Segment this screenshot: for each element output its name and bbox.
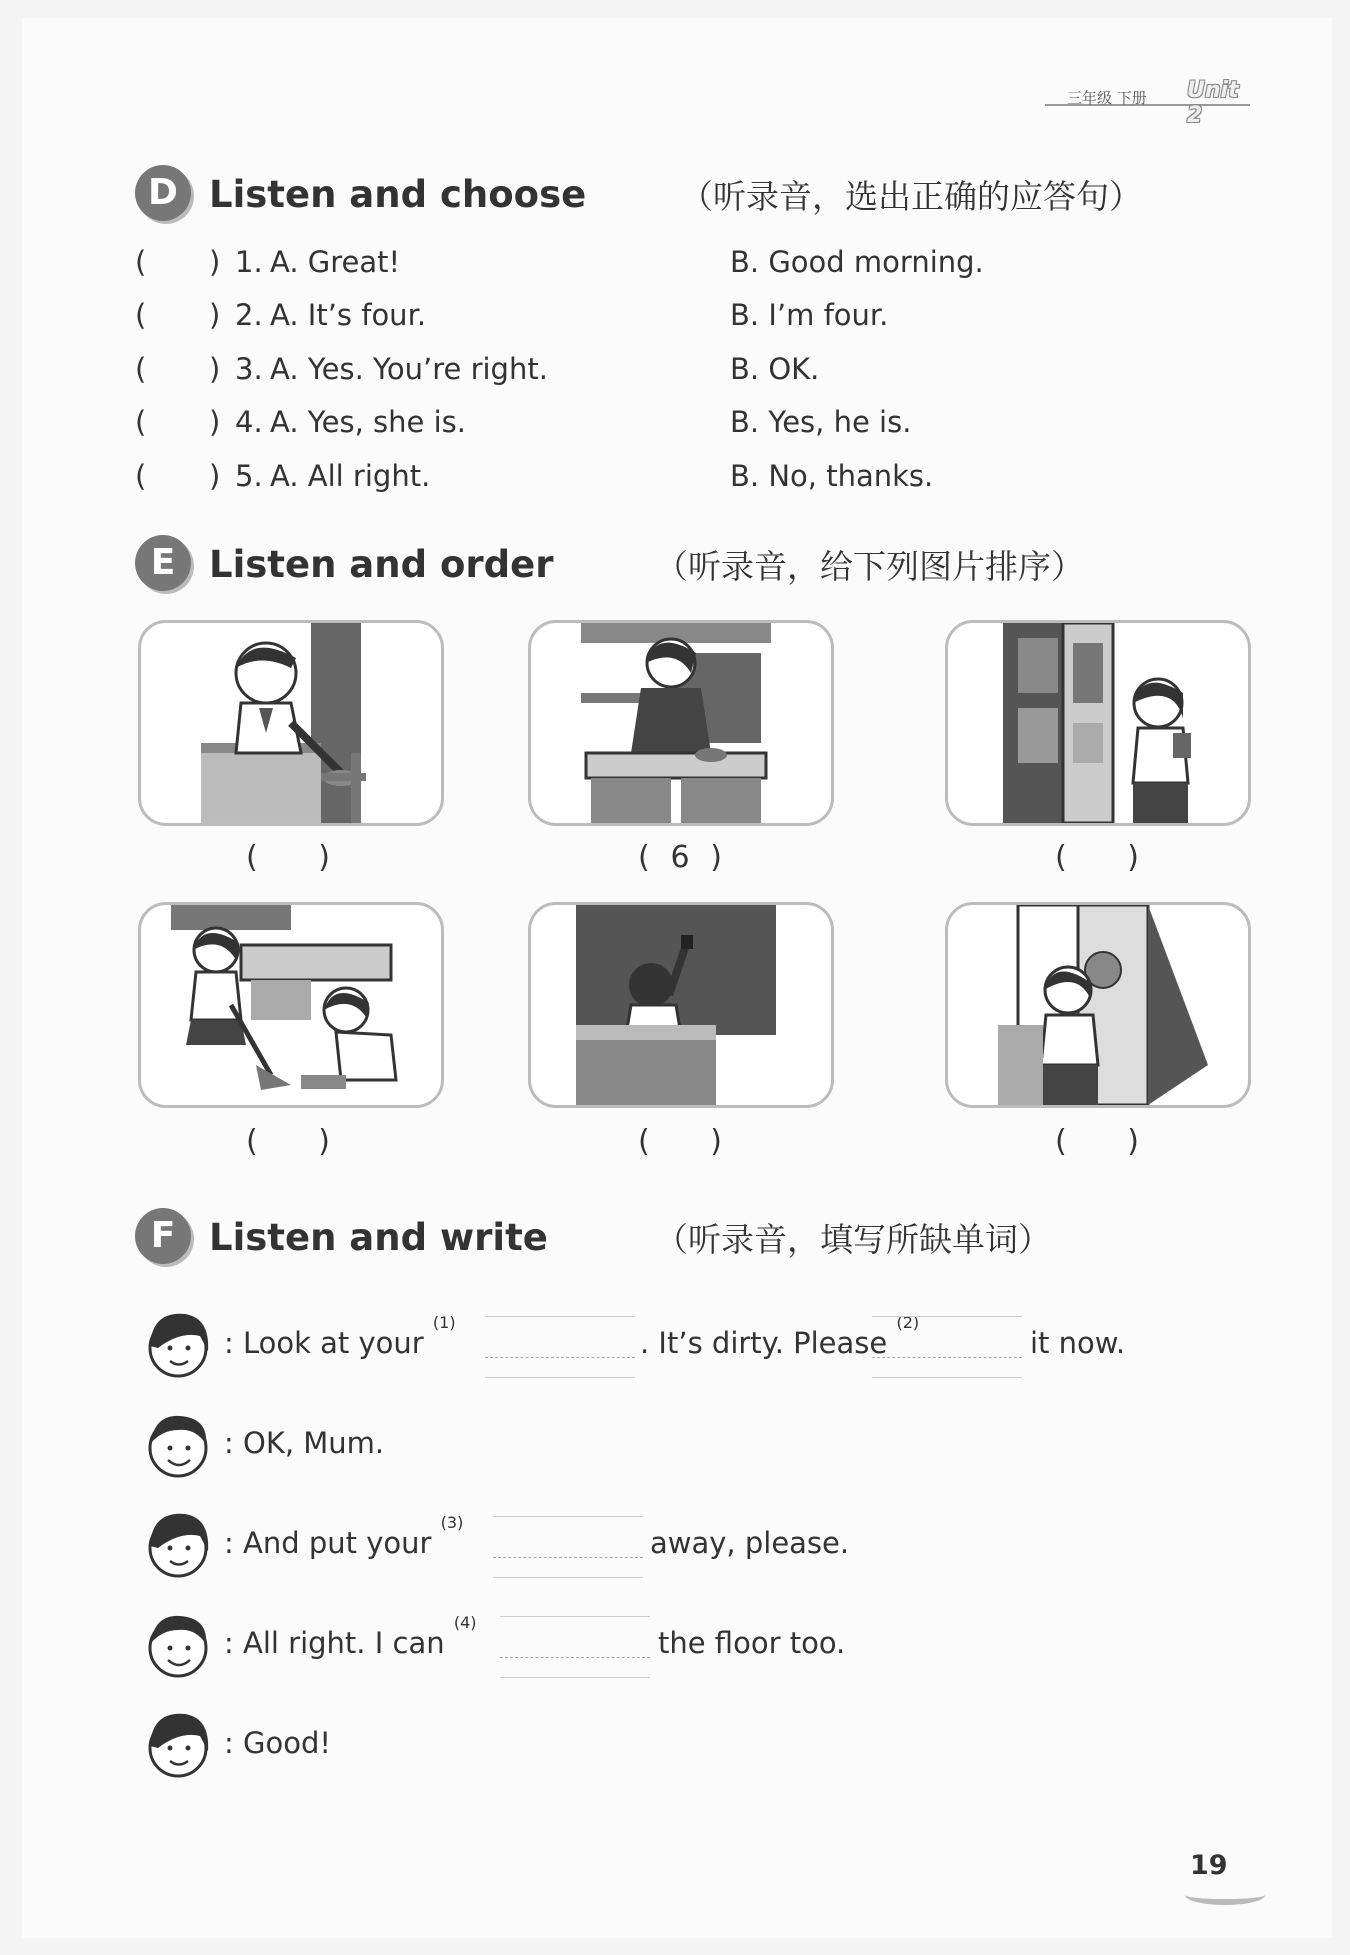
dialogue-line-3 xyxy=(140,1506,1290,1586)
dialogue-line-1 xyxy=(140,1306,1290,1386)
question-2 xyxy=(135,298,1135,338)
picture-girl-cleaning-desk xyxy=(528,620,834,826)
dialogue-text: it now. xyxy=(1030,1326,1126,1360)
option-a: A. Great! xyxy=(270,245,401,279)
dialogue-line-5 xyxy=(140,1706,1290,1786)
paren-left: ( xyxy=(1055,1124,1067,1159)
answer-paren-right[interactable]: ) xyxy=(209,459,221,493)
unit-label: Unit 2 xyxy=(1187,78,1239,128)
question-1 xyxy=(135,245,1135,285)
answer-paren-left: ( xyxy=(135,352,147,386)
option-b: B. I’m four. xyxy=(730,298,889,332)
mum-face-icon xyxy=(140,1506,216,1582)
dialogue-line-2 xyxy=(140,1406,1290,1486)
section-f-badge: F xyxy=(135,1208,191,1264)
page-number-decoration xyxy=(1185,1885,1265,1905)
section-f-heading xyxy=(135,1208,1135,1268)
paren-left: ( xyxy=(246,840,258,875)
picture-kids-sweeping-floor xyxy=(138,902,444,1108)
dialogue-text: : Good! xyxy=(224,1726,331,1760)
option-a: A. It’s four. xyxy=(270,298,427,332)
paren-right: ) xyxy=(710,840,722,875)
page-number: 19 xyxy=(1190,1850,1228,1881)
order-answer-3[interactable] xyxy=(1027,840,1167,880)
order-answer-4[interactable] xyxy=(218,1124,358,1164)
answer-paren-right[interactable]: ) xyxy=(209,245,221,279)
blank-2-input[interactable] xyxy=(872,1316,1022,1378)
picture-boy-cleaning-chair xyxy=(138,620,444,826)
dialogue-text: . It’s dirty. Please $^{(2)}$ xyxy=(640,1313,920,1360)
section-d-title: Listen and choose xyxy=(209,173,587,216)
dialogue-text: : Look at your $^{(1)}$ xyxy=(224,1313,456,1360)
grade-label: 三年级 下册 xyxy=(1067,89,1147,107)
option-a: A. Yes, she is. xyxy=(270,405,466,439)
question-3 xyxy=(135,352,1135,392)
dialogue-text: : And put your $^{(3)}$ xyxy=(224,1513,464,1560)
paren-right: ) xyxy=(318,1124,330,1159)
section-d-badge: D xyxy=(135,165,191,221)
answer-paren-left: ( xyxy=(135,405,147,439)
picture-girl-tidying-bookshelf xyxy=(945,620,1251,826)
dialogue-text: : All right. I can $^{(4)}$ xyxy=(224,1613,477,1660)
order-answer-2[interactable] xyxy=(610,840,750,880)
section-f-title: Listen and write xyxy=(209,1216,548,1259)
answer-paren-right[interactable]: ) xyxy=(209,405,221,439)
answer-paren-right[interactable]: ) xyxy=(209,352,221,386)
dialogue-text: away, please. xyxy=(650,1526,850,1560)
paren-left: ( xyxy=(246,1124,258,1159)
order-answer-6[interactable] xyxy=(1027,1124,1167,1164)
answer-paren-right[interactable]: ) xyxy=(209,298,221,332)
section-d-instruction: （听录音，选出正确的应答句） xyxy=(680,177,1142,216)
section-e-title: Listen and order xyxy=(209,543,554,586)
picture-boy-cleaning-blackboard xyxy=(528,902,834,1108)
option-b: B. Good morning. xyxy=(730,245,984,279)
option-a: A. All right. xyxy=(270,459,431,493)
picture-girl-cleaning-window xyxy=(945,902,1251,1108)
mum-face-icon xyxy=(140,1706,216,1782)
answer-paren-left: ( xyxy=(135,245,147,279)
section-e-instruction: （听录音，给下列图片排序） xyxy=(655,547,1084,586)
question-5 xyxy=(135,459,1135,499)
answer-paren-left: ( xyxy=(135,459,147,493)
order-answer-1[interactable] xyxy=(218,840,358,880)
boy-face-icon xyxy=(140,1606,216,1682)
dialogue-line-4 xyxy=(140,1606,1290,1686)
dialogue-text: the floor too. xyxy=(658,1626,846,1660)
option-b: B. No, thanks. xyxy=(730,459,934,493)
order-value: 6 xyxy=(670,840,690,875)
section-f-instruction: （听录音，填写所缺单词） xyxy=(655,1220,1051,1259)
page-header xyxy=(1045,78,1260,128)
blank-3-input[interactable] xyxy=(493,1516,643,1578)
boy-face-icon xyxy=(140,1406,216,1482)
paren-right: ) xyxy=(710,1124,722,1159)
paren-right: ) xyxy=(1127,1124,1139,1159)
section-e-badge: E xyxy=(135,535,191,591)
paren-left: ( xyxy=(638,840,650,875)
section-e-heading xyxy=(135,535,1135,595)
question-number: 3. xyxy=(235,352,263,386)
blank-4-input[interactable] xyxy=(500,1616,650,1678)
paren-right: ) xyxy=(1127,840,1139,875)
order-answer-5[interactable] xyxy=(610,1124,750,1164)
answer-paren-left: ( xyxy=(135,298,147,332)
dialogue-text: : OK, Mum. xyxy=(224,1426,385,1460)
option-b: B. OK. xyxy=(730,352,820,386)
paren-right: ) xyxy=(318,840,330,875)
blank-1-input[interactable] xyxy=(485,1316,635,1378)
section-d-heading xyxy=(135,165,1142,225)
option-a: A. Yes. You’re right. xyxy=(270,352,548,386)
question-number: 5. xyxy=(235,459,263,493)
question-number: 4. xyxy=(235,405,263,439)
mum-face-icon xyxy=(140,1306,216,1382)
question-4 xyxy=(135,405,1135,445)
paren-left: ( xyxy=(638,1124,650,1159)
question-number: 1. xyxy=(235,245,263,279)
paren-left: ( xyxy=(1055,840,1067,875)
question-number: 2. xyxy=(235,298,263,332)
option-b: B. Yes, he is. xyxy=(730,405,912,439)
